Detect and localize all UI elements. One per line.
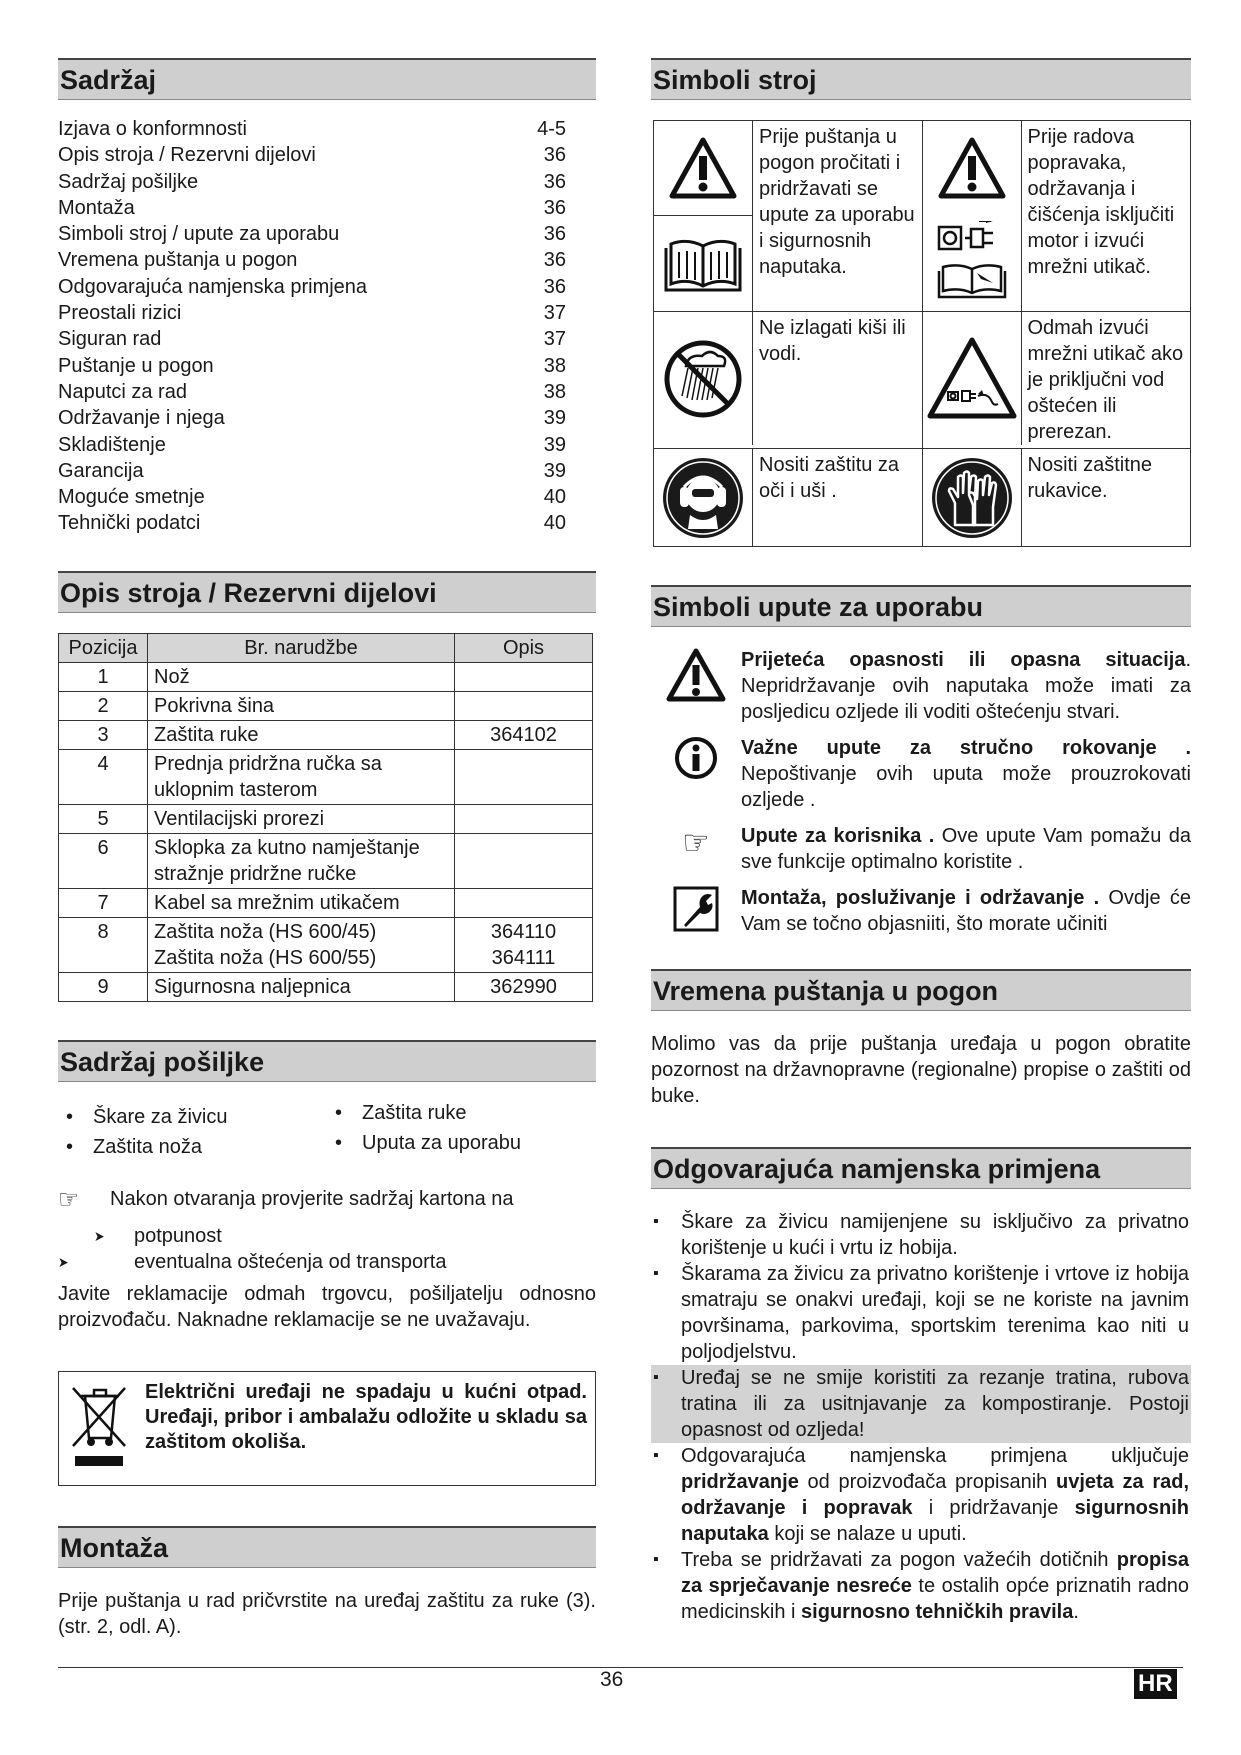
list-item: ▪ Odgovarajuća namjenska primjena uključuje pridržavanje od proizvođača propisanih uvjeta za rad, održavanje i popravak i pridržavanje sigurnosnih naputaka koji se nalaze u uputi. (651, 1443, 1191, 1547)
machine-symbols-grid (653, 120, 1191, 547)
list-item: ▪ Škarama za živicu za privatno korištenje i vrtove iz hobija smatraju se onakvi uređaji, koji se ne koriste na javnim površinama, parkovima, sportskim terenima kao niti u poljodjelstvu. (651, 1261, 1191, 1365)
toc-item[interactable]: Tehnički podatci 40 (58, 512, 566, 535)
eye-ear-protection-icon (654, 449, 752, 546)
col-header-pos: Pozicija (59, 633, 148, 662)
toc-item[interactable]: Preostali rizici 37 (58, 302, 566, 325)
weee-text: Električni uređaji ne spadaju u kućni otpad. Uređaji, pribor i ambalažu odložite u skladu sa zaštitom okoliša. (145, 1380, 587, 1453)
toc-item[interactable]: Izjava o konformnosti 4-5 (58, 118, 566, 140)
wrench-icon (651, 885, 741, 937)
montaza-heading: Montaža (58, 1526, 596, 1568)
symbol-text: Nositi zaštitu za oči i uši . (759, 454, 900, 502)
toc-item[interactable]: Opis stroja / Rezervni dijelovi 36 (58, 144, 566, 167)
table-row: 6 Sklopka za kutno namještanje stražnje pridržne ručke (59, 833, 593, 888)
toc-item[interactable]: Odgovarajuća namjenska primjena 36 (58, 275, 566, 298)
table-row: 3 Zaštita ruke 364102 (59, 720, 593, 749)
shipment-heading: Sadržaj pošiljke (58, 1040, 596, 1082)
toc-item[interactable]: Garancija 39 (58, 459, 566, 482)
parts-heading: Opis stroja / Rezervni dijelovi (58, 571, 596, 613)
symbol-text: Prije puštanja u pogon pročitati i pridržavati se upute za uporabu i sigurnosnih naputaka. (759, 126, 915, 278)
toc-heading: Sadržaj (58, 58, 596, 100)
warning-triangle-icon (923, 121, 1021, 215)
unplug-manual-icon (923, 215, 1021, 311)
language-badge: HR (1134, 1669, 1177, 1699)
gloves-icon (923, 449, 1021, 546)
right-column (651, 58, 1191, 1625)
arrow-bullet-icon: ➤ (58, 1253, 69, 1270)
toc-item[interactable]: Skladištenje 39 (58, 433, 566, 456)
toc-item[interactable]: Naputci za rad 38 (58, 380, 566, 403)
shipment-list (58, 1102, 596, 1162)
toc-item[interactable]: Montaža 36 (58, 196, 566, 219)
table-row: 2 Pokrivna šina (59, 691, 593, 720)
crossed-bin-icon (67, 1380, 145, 1475)
manual-symbols-list (651, 647, 1191, 937)
list-item: • Uputa za uporabu (327, 1128, 596, 1158)
toc-list (58, 116, 596, 537)
table-row: 7 Kabel sa mrežnim utikačem (59, 888, 593, 917)
list-item: ▪ Škare za živicu namijenjene su isključivo za privatno korištenje u kući i vrtu iz hobija. (651, 1209, 1191, 1261)
pointing-hand-icon: ☞ (58, 1183, 79, 1214)
col-header-desc: Br. narudžbe (148, 633, 455, 662)
list-item: • Zaštita ruke (327, 1098, 596, 1128)
table-row: 5 Ventilacijski prorezi (59, 804, 593, 833)
toc-item[interactable]: Vremena puštanja u pogon 36 (58, 249, 566, 272)
toc-item[interactable]: Siguran rad 37 (58, 328, 566, 351)
list-item: ➤ potpunost (94, 1224, 222, 1247)
toc-item[interactable]: Simboli stroj / upute za uporabu 36 (58, 223, 566, 246)
startup-times-text: Molimo vas da prije puštanja uređaja u pogon obratite pozornost na državnopravne (regionalne) propise o zaštiti od buke. (651, 1033, 1191, 1107)
arrow-bullet-icon: ➤ (94, 1227, 105, 1244)
shipment-note: ☞ Nakon otvaranja provjerite sadržaj kartona na (58, 1183, 514, 1214)
symbol-text: Odmah izvući mrežni utikač ako je priključni vod oštećen ili prerezan. (1027, 317, 1184, 443)
read-manual-book-icon (654, 216, 752, 311)
table-row: 8 Zaštita noža (HS 600/45) Zaštita noža (HS 600/55) 364110 364111 (59, 917, 593, 972)
toc-item[interactable]: Moguće smetnje 40 (58, 486, 566, 509)
montaza-text: Prije puštanja u rad pričvrstite na uređaj zaštitu za ruke (3). (str. 2, odl. A). (58, 1589, 596, 1638)
symbol-text: Ne izlagati kiši ili vodi. (759, 317, 906, 365)
list-item: Prijeteća opasnosti ili opasna situacija. Nepridržavanje ovih naputaka može imati za posljedicu ozljede ili voditi oštećenju stvari. (651, 647, 1191, 725)
info-icon (651, 735, 741, 813)
warning-triangle-icon (654, 121, 752, 216)
intended-use-heading: Odgovarajuća namjenska primjena (651, 1147, 1191, 1189)
toc-item[interactable]: Sadržaj pošiljke 36 (58, 170, 566, 193)
table-row: 4 Prednja pridržna ručka sa uklopnim tasterom (59, 749, 593, 804)
list-item: ▪ Uređaj se ne smije koristiti za rezanje tratina, rubova tratina ili za usitnjavanje za kompostiranje. Postoji opasnost od ozljeda! (651, 1365, 1191, 1443)
shipment-paragraph: Javite reklamacije odmah trgovcu, pošiljatelju odnosno proizvođaču. Naknadne reklamacije se ne uvažavaju. (58, 1282, 596, 1331)
warning-triangle-icon (651, 647, 741, 725)
list-item: ➤ eventualna oštećenja od transporta (58, 1250, 447, 1273)
startup-times-heading: Vremena puštanja u pogon (651, 969, 1191, 1011)
toc-item[interactable]: Održavanje i njega 39 (58, 407, 566, 430)
list-item: ▪ Treba se pridržavati za pogon važećih dotičnih propisa za sprječavanje nesreće te ostalih opće priznatih radno medicinskih i sigurnosno tehničkih pravila. (651, 1547, 1191, 1625)
list-item: • Škare za živicu (58, 1102, 327, 1132)
table-row: 9 Sigurnosna naljepnica 362990 (59, 972, 593, 1001)
symbol-text: Prije radova popravaka, održavanja i čišćenja isključiti motor i izvući mrežni utikač. (1027, 126, 1175, 278)
no-rain-icon (654, 312, 752, 445)
toc-item[interactable]: Puštanje u pogon 38 (58, 354, 566, 377)
manual-symbols-heading: Simboli upute za uporabu (651, 585, 1191, 627)
left-column (58, 58, 596, 1640)
machine-symbols-heading: Simboli stroj (651, 58, 1191, 100)
list-item: • Zaštita noža (58, 1132, 327, 1162)
table-row: 1 Nož (59, 662, 593, 691)
intended-use-list (651, 1209, 1191, 1625)
shipment-checks (58, 1223, 596, 1275)
page-number: 36 (600, 1668, 624, 1691)
col-header-code: Opis (455, 633, 593, 662)
damaged-cable-warning-icon (923, 312, 1021, 445)
symbol-text: Nositi zaštitne rukavice. (1027, 454, 1152, 502)
list-item: Važne upute za stručno rokovanje . Nepoštivanje ovih uputa može prouzrokovati ozljede . (651, 735, 1191, 813)
list-item: Montaža, posluživanje i održavanje . Ovdje će Vam se točno objasniiti, što morate učiniti (651, 885, 1191, 937)
weee-notice (58, 1371, 596, 1486)
list-item: ☞ Upute za korisnika . Ove upute Vam pomažu da sve funkcije optimalno koristite . (651, 823, 1191, 875)
pointing-hand-icon: ☞ (682, 824, 710, 862)
parts-table (58, 633, 593, 1002)
